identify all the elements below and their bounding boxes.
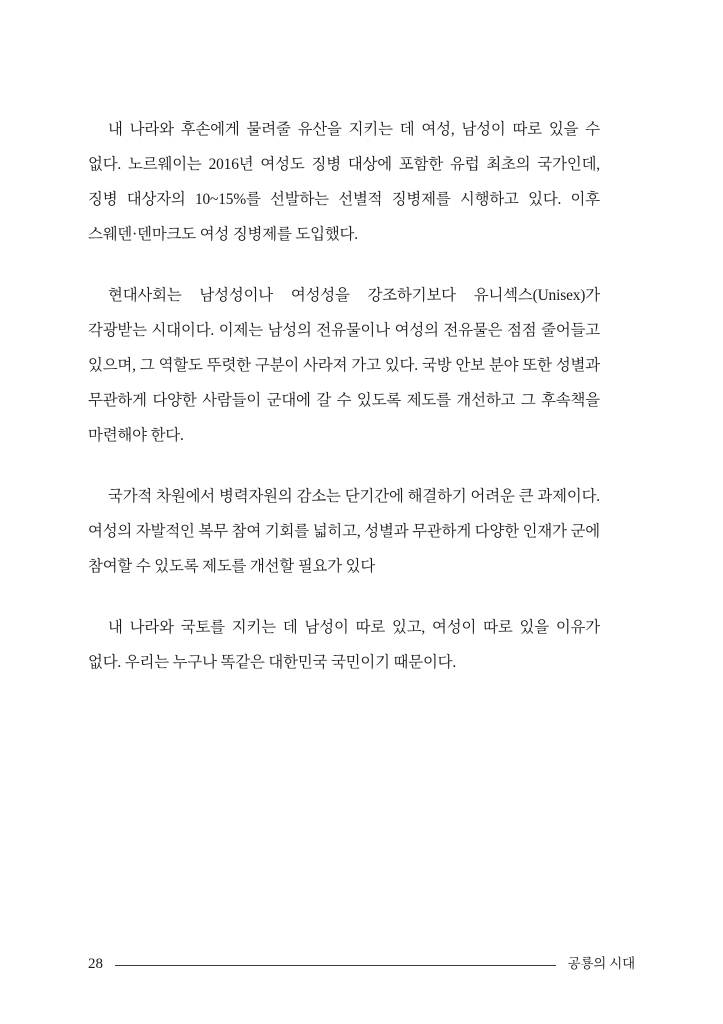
page-footer	[88, 954, 635, 974]
book-title: 공룡의 시대	[567, 956, 635, 972]
body-paragraph: 국가적 차원에서 병력자원의 감소는 단기간에 해결하기 어려운 큰 과제이다. 여성의 자발적인 복무 참여 기회를 넓히고, 성별과 무관하게 다양한 인재가 군에 참여할 수 있도록 제도를 개선할 필요가 있다	[88, 488, 600, 575]
footer-divider	[115, 965, 556, 966]
page-body	[88, 112, 600, 680]
body-paragraph: 내 나라와 국토를 지키는 데 남성이 따로 있고, 여성이 따로 있을 이유가 없다. 우리는 누구나 똑같은 대한민국 국민이기 때문이다.	[88, 619, 600, 671]
body-paragraph: 현대사회는 남성성이나 여성성을 강조하기보다 유니섹스(Unisex)가 각광받는 시대이다. 이제는 남성의 전유물이나 여성의 전유물은 점점 줄어들고 있으며, 그 역할도 뚜렷한 구분이 사라져 가고 있다. 국방 안보 분야 또한 성별과 무관하게 다양한 사람들이 군대에 갈 수 있도록 제도를 개선하고 그 후속책을 마련해야 한다.	[88, 287, 600, 444]
body-paragraph: 내 나라와 후손에게 물려줄 유산을 지키는 데 여성, 남성이 따로 있을 수 없다. 노르웨이는 2016년 여성도 징병 대상에 포함한 유럽 최초의 국가인데, 징병 대상자의 10~15%를 선발하는 선별적 징병제를 시행하고 있다. 이후 스웨덴·덴마크도 여성 징병제를 도입했다.	[88, 121, 600, 243]
page-number: 28	[88, 955, 103, 972]
